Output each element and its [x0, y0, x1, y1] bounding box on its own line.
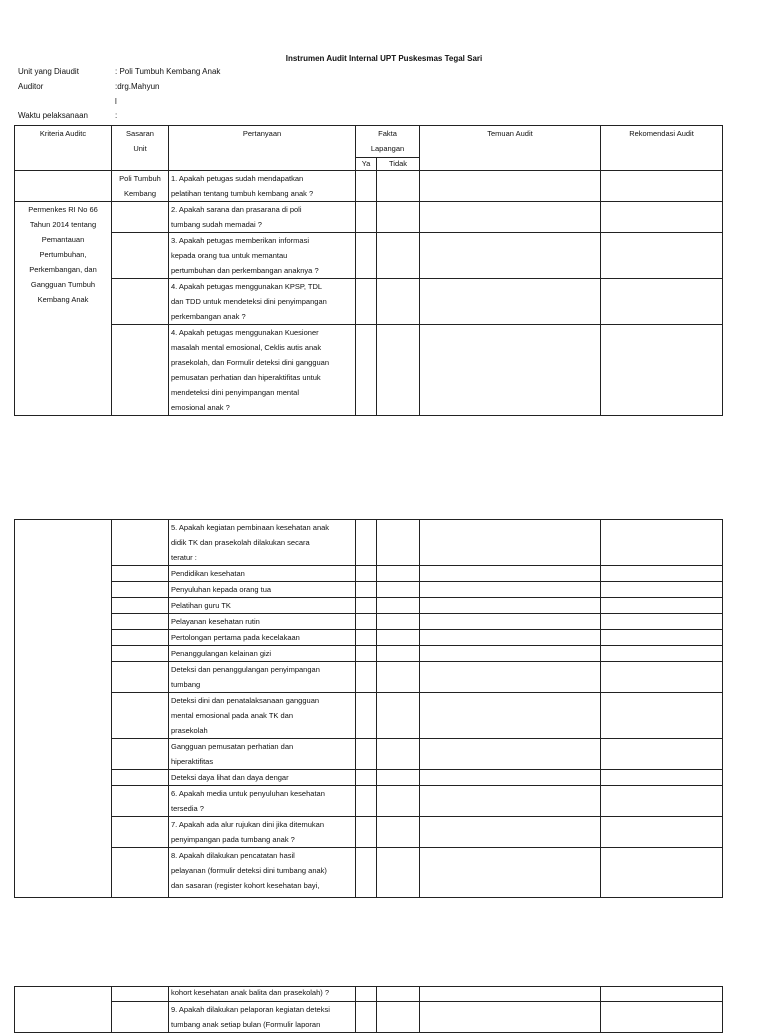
question-cell: 7. Apakah ada alur rujukan dini jika ditemukan penyimpangan pada tumbang anak ?: [169, 817, 356, 848]
temuan-cell: [420, 739, 601, 770]
question-cell: Deteksi dini dan penatalaksanaan gangguan mental emosional pada anak TK dan prasekolah: [169, 693, 356, 739]
rekomendasi-cell: [601, 646, 723, 662]
ya-cell: [356, 786, 377, 817]
tidak-cell: [377, 520, 420, 566]
question-cell: 4. Apakah petugas menggunakan KPSP, TDL dan TDD untuk mendeteksi dini penyimpangan perkembangan anak ?: [169, 279, 356, 325]
temuan-cell: [420, 325, 601, 416]
temuan-cell: [420, 520, 601, 566]
sasaran-cell-empty: [112, 630, 169, 646]
rekomendasi-cell: [601, 739, 723, 770]
tidak-cell: [377, 202, 420, 233]
tidak-cell: [377, 987, 420, 1002]
rekomendasi-cell: [601, 693, 723, 739]
audit-table-3: [14, 986, 723, 1033]
question-cell: Deteksi dan penanggulangan penyimpangan tumbang: [169, 662, 356, 693]
rekomendasi-cell: [601, 520, 723, 566]
ya-cell: [356, 614, 377, 630]
rekomendasi-cell: [601, 630, 723, 646]
ya-cell: [356, 630, 377, 646]
ya-cell: [356, 233, 377, 279]
meta-label: Auditor: [18, 82, 44, 91]
header-sasaran: Sasaran Unit: [112, 126, 169, 171]
document-title: Instrumen Audit Internal UPT Puskesmas Tegal Sari: [285, 54, 483, 63]
rekomendasi-cell: [601, 582, 723, 598]
temuan-cell: [420, 770, 601, 786]
rekomendasi-cell: [601, 233, 723, 279]
ya-cell: [356, 987, 377, 1002]
kriteria-cell-empty: [15, 520, 112, 898]
temuan-cell: [420, 202, 601, 233]
tidak-cell: [377, 279, 420, 325]
tidak-cell: [377, 770, 420, 786]
ya-cell: [356, 520, 377, 566]
tidak-cell: [377, 1002, 420, 1033]
meta-row-auditor: [18, 82, 159, 91]
sasaran-cell-empty: [112, 646, 169, 662]
sasaran-cell-empty: [112, 566, 169, 582]
temuan-cell: [420, 987, 601, 1002]
temuan-cell: [420, 1002, 601, 1033]
sasaran-cell-empty: [112, 582, 169, 598]
rekomendasi-cell: [601, 614, 723, 630]
rekomendasi-cell: [601, 598, 723, 614]
ya-cell: [356, 325, 377, 416]
question-cell: kohort kesehatan anak balita dan prasekolah) ?: [169, 987, 356, 1002]
question-cell: 4. Apakah petugas menggunakan Kuesioner masalah mental emosional, Ceklis autis anak prasekolah, dan Formulir deteksi dini gangguan pemusatan perhatian dan hiperaktifitas untuk mendeteksi dini penyimpangan mental emosional anak ?: [169, 325, 356, 416]
temuan-cell: [420, 630, 601, 646]
tidak-cell: [377, 662, 420, 693]
meta-label: Unit yang Diaudit: [18, 67, 79, 76]
meta-row-waktu: [18, 111, 117, 120]
meta-value: :: [115, 111, 118, 120]
rekomendasi-cell: [601, 662, 723, 693]
question-cell: Pelatihan guru TK: [169, 598, 356, 614]
sasaran-cell-empty: [112, 614, 169, 630]
ya-cell: [356, 582, 377, 598]
tidak-cell: [377, 566, 420, 582]
sasaran-cell-empty: [112, 848, 169, 898]
sasaran-cell-empty: [112, 279, 169, 325]
rekomendasi-cell: [601, 786, 723, 817]
tidak-cell: [377, 614, 420, 630]
kriteria-cell-empty: [15, 987, 112, 1033]
temuan-cell: [420, 582, 601, 598]
audit-table-2: [14, 519, 723, 898]
temuan-cell: [420, 817, 601, 848]
ya-cell: [356, 848, 377, 898]
ya-cell: [356, 739, 377, 770]
rekomendasi-cell: [601, 325, 723, 416]
question-cell: Penanggulangan kelainan gizi: [169, 646, 356, 662]
question-cell: Pertolongan pertama pada kecelakaan: [169, 630, 356, 646]
header-kriteria: Kriteria Auditc: [15, 126, 112, 171]
question-cell: Pendidikan kesehatan: [169, 566, 356, 582]
question-cell: 6. Apakah media untuk penyuluhan kesehatan tersedia ?: [169, 786, 356, 817]
temuan-cell: [420, 693, 601, 739]
tidak-cell: [377, 739, 420, 770]
tidak-cell: [377, 786, 420, 817]
sasaran-cell-empty: [112, 693, 169, 739]
sasaran-cell-empty: [112, 739, 169, 770]
temuan-cell: [420, 279, 601, 325]
question-cell: Deteksi daya lihat dan daya dengar: [169, 770, 356, 786]
meta-value: : Poli Tumbuh Kembang Anak: [115, 67, 221, 76]
sasaran-cell-empty: [112, 786, 169, 817]
temuan-cell: [420, 566, 601, 582]
tidak-cell: [377, 233, 420, 279]
kriteria-cell: Permenkes RI No 66 Tahun 2014 tentang Pemantauan Pertumbuhan, Perkembangan, dan Gangguan Tumbuh Kembang Anak: [15, 202, 112, 416]
tidak-cell: [377, 646, 420, 662]
tidak-cell: [377, 582, 420, 598]
kriteria-cell-empty: [15, 171, 112, 202]
header-ya: Ya: [356, 158, 377, 171]
ya-cell: [356, 817, 377, 848]
tidak-cell: [377, 598, 420, 614]
question-cell: 3. Apakah petugas memberikan informasi kepada orang tua untuk memantau pertumbuhan dan perkembangan anaknya ?: [169, 233, 356, 279]
meta-value: l: [115, 97, 117, 106]
question-cell: 1. Apakah petugas sudah mendapatkan pelatihan tentang tumbuh kembang anak ?: [169, 171, 356, 202]
tidak-cell: [377, 848, 420, 898]
rekomendasi-cell: [601, 1002, 723, 1033]
temuan-cell: [420, 646, 601, 662]
sasaran-cell-empty: [112, 202, 169, 233]
ya-cell: [356, 646, 377, 662]
temuan-cell: [420, 662, 601, 693]
meta-row-unit: [18, 67, 220, 76]
ya-cell: [356, 202, 377, 233]
meta-value: :drg.Mahyun: [115, 82, 160, 91]
header-pertanyaan: Pertanyaan: [169, 126, 356, 171]
question-cell: 9. Apakah dilakukan pelaporan kegiatan deteksi tumbang anak setiap bulan (Formulir laporan: [169, 1002, 356, 1033]
header-tidak: Tidak: [377, 158, 420, 171]
ya-cell: [356, 693, 377, 739]
header-temuan: Temuan Audit: [420, 126, 601, 171]
sasaran-cell-empty: [112, 598, 169, 614]
ya-cell: [356, 566, 377, 582]
audit-table-1: [14, 125, 723, 416]
rekomendasi-cell: [601, 171, 723, 202]
temuan-cell: [420, 171, 601, 202]
ya-cell: [356, 1002, 377, 1033]
temuan-cell: [420, 614, 601, 630]
ya-cell: [356, 662, 377, 693]
sasaran-cell-empty: [112, 520, 169, 566]
rekomendasi-cell: [601, 848, 723, 898]
rekomendasi-cell: [601, 770, 723, 786]
tidak-cell: [377, 325, 420, 416]
rekomendasi-cell: [601, 566, 723, 582]
temuan-cell: [420, 233, 601, 279]
tidak-cell: [377, 817, 420, 848]
ya-cell: [356, 279, 377, 325]
ya-cell: [356, 598, 377, 614]
temuan-cell: [420, 848, 601, 898]
question-cell: 5. Apakah kegiatan pembinaan kesehatan anak didik TK dan prasekolah dilakukan secara teratur :: [169, 520, 356, 566]
sasaran-cell-empty: [112, 987, 169, 1002]
header-fakta: Fakta Lapangan: [356, 126, 420, 158]
rekomendasi-cell: [601, 279, 723, 325]
ya-cell: [356, 770, 377, 786]
temuan-cell: [420, 786, 601, 817]
question-cell: 8. Apakah dilakukan pencatatan hasil pelayanan (formulir deteksi dini tumbang anak) dan sasaran (register kohort kesehatan bayi,: [169, 848, 356, 898]
rekomendasi-cell: [601, 202, 723, 233]
rekomendasi-cell: [601, 817, 723, 848]
header-rekomendasi: Rekomendasi Audit: [601, 126, 723, 171]
temuan-cell: [420, 598, 601, 614]
question-cell: Penyuluhan kepada orang tua: [169, 582, 356, 598]
sasaran-cell-empty: [112, 662, 169, 693]
sasaran-cell: Poli Tumbuh Kembang: [112, 171, 169, 202]
tidak-cell: [377, 171, 420, 202]
question-cell: 2. Apakah sarana dan prasarana di poli tumbang sudah memadai ?: [169, 202, 356, 233]
meta-label: Waktu pelaksanaan: [18, 111, 88, 120]
sasaran-cell-empty: [112, 325, 169, 416]
meta-row-blank: [18, 97, 117, 106]
tidak-cell: [377, 693, 420, 739]
sasaran-cell-empty: [112, 1002, 169, 1033]
question-cell: Gangguan pemusatan perhatian dan hiperaktifitas: [169, 739, 356, 770]
question-cell: Pelayanan kesehatan rutin: [169, 614, 356, 630]
sasaran-cell-empty: [112, 233, 169, 279]
sasaran-cell-empty: [112, 817, 169, 848]
ya-cell: [356, 171, 377, 202]
sasaran-cell-empty: [112, 770, 169, 786]
rekomendasi-cell: [601, 987, 723, 1002]
tidak-cell: [377, 630, 420, 646]
